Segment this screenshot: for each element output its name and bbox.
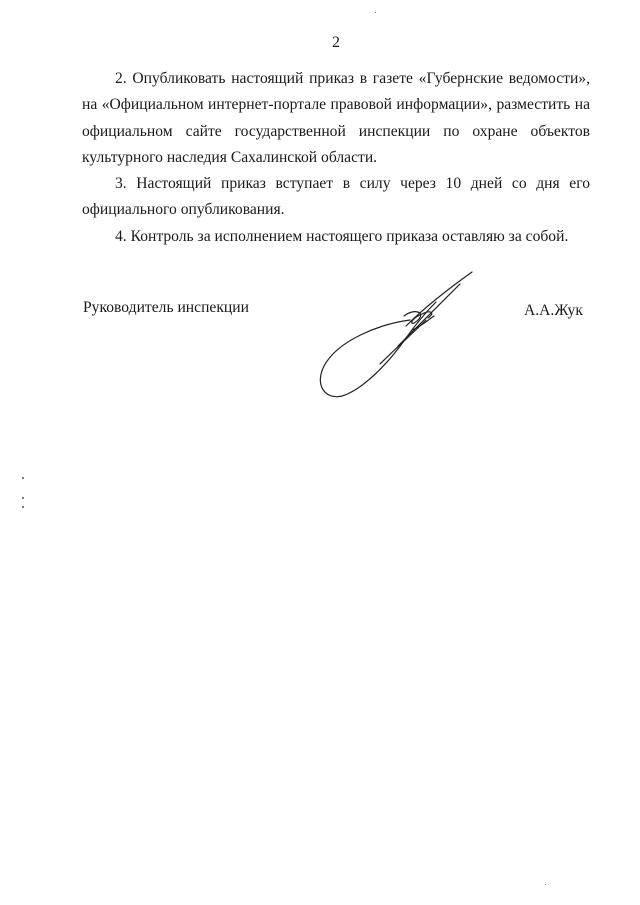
signatory-position: Руководитель инспекции — [83, 299, 249, 316]
scan-speck — [22, 506, 24, 508]
paragraph-effective-date: 3. Настоящий приказ вступает в силу через 10 дней со дня его официального опубликования. — [82, 175, 590, 219]
scan-speck — [375, 12, 376, 13]
paragraph-control: 4. Контроль за исполнением настоящего приказа оставляю за собой. — [115, 227, 569, 245]
scan-speck — [22, 497, 24, 499]
scan-speck — [22, 477, 24, 479]
signature — [310, 268, 490, 408]
scan-speck — [545, 884, 546, 885]
paragraph-publication: 2. Опубликовать настоящий приказ в газете «Губернские ведомости», на «Официальном интернет-портале правовой информации», разместить на официальном сайте государственной инспекции по охране объектов культурного наследия Сахалинской области. — [82, 70, 590, 166]
signatory-name: А.А.Жук — [524, 302, 583, 319]
page-number: 2 — [332, 34, 340, 51]
document-body — [82, 66, 590, 250]
